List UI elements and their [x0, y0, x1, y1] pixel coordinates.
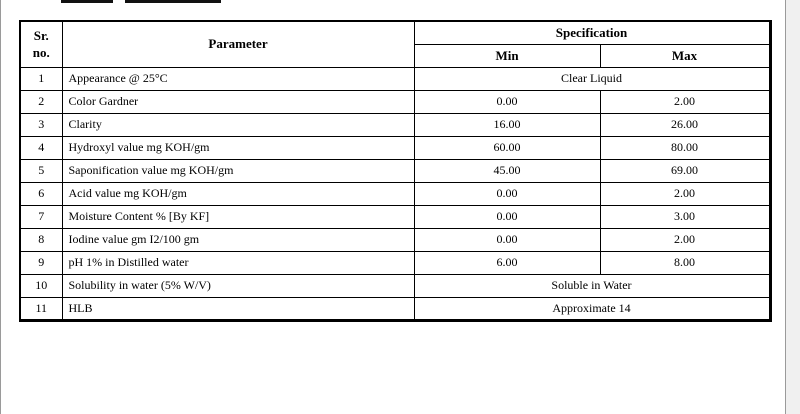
- sr-cell: 5: [20, 159, 62, 182]
- value-cell: Soluble in Water: [414, 274, 770, 297]
- sr-cell: 9: [20, 251, 62, 274]
- min-cell: 60.00: [414, 136, 600, 159]
- sr-no-header: Sr. no.: [20, 21, 62, 67]
- parameter-cell: Solubility in water (5% W/V): [62, 274, 414, 297]
- max-cell: 26.00: [600, 113, 770, 136]
- sr-cell: 8: [20, 228, 62, 251]
- sr-cell: 4: [20, 136, 62, 159]
- table-row: [20, 113, 770, 136]
- sr-cell: 10: [20, 274, 62, 297]
- parameter-cell: Clarity: [62, 113, 414, 136]
- max-cell: 2.00: [600, 182, 770, 205]
- parameter-cell: Iodine value gm I2/100 gm: [62, 228, 414, 251]
- header-row: [20, 21, 770, 44]
- min-cell: 16.00: [414, 113, 600, 136]
- max-cell: 80.00: [600, 136, 770, 159]
- table-row: [20, 67, 770, 90]
- specification-header: Specification: [414, 21, 770, 44]
- parameter-cell: Saponification value mg KOH/gm: [62, 159, 414, 182]
- max-header: Max: [600, 44, 770, 67]
- parameter-cell: Hydroxyl value mg KOH/gm: [62, 136, 414, 159]
- table-row: [20, 136, 770, 159]
- parameter-cell: pH 1% in Distilled water: [62, 251, 414, 274]
- table-row: [20, 159, 770, 182]
- sr-cell: 11: [20, 297, 62, 320]
- value-cell: Clear Liquid: [414, 67, 770, 90]
- sr-cell: 3: [20, 113, 62, 136]
- min-header: Min: [414, 44, 600, 67]
- table-row: [20, 274, 770, 297]
- specification-table: [19, 20, 772, 322]
- sr-cell: 2: [20, 90, 62, 113]
- parameter-cell: HLB: [62, 297, 414, 320]
- parameter-header: Parameter: [62, 21, 414, 67]
- table-row: [20, 251, 770, 274]
- sr-cell: 6: [20, 182, 62, 205]
- cropped-heading: [61, 0, 281, 3]
- max-cell: 2.00: [600, 90, 770, 113]
- table-row: [20, 228, 770, 251]
- table-row: [20, 182, 770, 205]
- max-cell: 2.00: [600, 228, 770, 251]
- max-cell: 8.00: [600, 251, 770, 274]
- min-cell: 0.00: [414, 205, 600, 228]
- min-cell: 0.00: [414, 228, 600, 251]
- sr-cell: 7: [20, 205, 62, 228]
- max-cell: 3.00: [600, 205, 770, 228]
- parameter-cell: Color Gardner: [62, 90, 414, 113]
- sr-cell: 1: [20, 67, 62, 90]
- max-cell: 69.00: [600, 159, 770, 182]
- min-cell: 0.00: [414, 182, 600, 205]
- parameter-cell: Moisture Content % [By KF]: [62, 205, 414, 228]
- value-cell: Approximate 14: [414, 297, 770, 320]
- min-cell: 6.00: [414, 251, 600, 274]
- parameter-cell: Acid value mg KOH/gm: [62, 182, 414, 205]
- table-row: [20, 90, 770, 113]
- parameter-cell: Appearance @ 25°C: [62, 67, 414, 90]
- table-row: [20, 297, 770, 320]
- min-cell: 45.00: [414, 159, 600, 182]
- table-row: [20, 205, 770, 228]
- min-cell: 0.00: [414, 90, 600, 113]
